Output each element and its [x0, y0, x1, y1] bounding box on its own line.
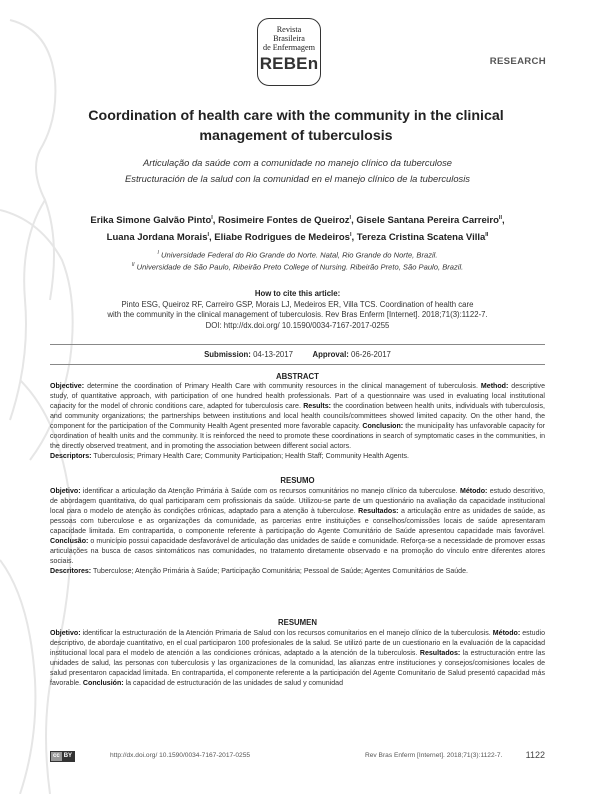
author-name: Rosimeire Fontes de Queiroz — [218, 215, 350, 227]
resumo-results-label: Resultados: — [358, 507, 399, 515]
section-label: RESEARCH — [489, 56, 546, 67]
author-affil-sup: I — [349, 215, 352, 221]
logo-brand: REBEn — [259, 53, 319, 73]
author-name: Luana Jordana Morais — [106, 232, 208, 244]
abstract-body — [50, 382, 545, 462]
resumo-descriptors-label: Descritores: — [50, 567, 92, 575]
cc-by-badge[interactable] — [50, 751, 75, 762]
cc-icon: cc — [53, 753, 60, 759]
submission-value: 04-13-2017 — [253, 350, 293, 359]
submission-label: Submission: — [204, 350, 251, 359]
page-number: 1122 — [525, 750, 545, 760]
author-name: Erika Simone Galvão Pinto — [90, 215, 212, 227]
affil-sup: II — [131, 262, 135, 268]
dates-line — [50, 350, 545, 359]
author-affil-sup: I — [211, 215, 213, 221]
affiliation-1 — [40, 250, 555, 260]
resumo-descriptors: Tuberculose; Atenção Primária à Saúde; Participação Comunitária; Pessoal de Saúde; Agentes Comunitários de Saúde. — [91, 567, 468, 575]
resumen-results: la estructuración entre las unidades de salud, las personas con tuberculosis y las organizaciones de la comunidad, las alianzas entre instituciones y consejos/comisiones locales de salud presentaron capacidad limitada. En contrapartida, el componente referente a la participación del Agente Comunitario de Salud presentó capacidad más favorable. — [50, 649, 545, 687]
divider — [50, 344, 545, 345]
affil-sup: I — [157, 250, 159, 256]
approval-value: 06-26-2017 — [351, 350, 391, 359]
title-line-2: management of tuberculosis — [199, 128, 393, 144]
resumo-conclusion-label: Conclusão: — [50, 537, 89, 545]
affiliation-2 — [40, 262, 555, 272]
resumen-conclusion-label: Conclusión: — [82, 679, 124, 687]
resumo-objective: identificar a articulação da Atenção Primária à Saúde com os recursos comunitários no manejo clínico da tuberculose. — [80, 488, 458, 495]
approval-label: Approval: — [312, 350, 349, 359]
logo-line-2: Brasileira — [273, 34, 305, 44]
author-affil-sup: II — [485, 232, 489, 239]
resumen-conclusion: la capacidad de estructuración de las unidades de salud y comunidad — [123, 679, 344, 687]
citation-block — [70, 289, 525, 331]
resumen-method-label: Método: — [492, 630, 521, 637]
abstract-conclusion-label: Conclusion: — [362, 422, 404, 430]
affil-text: Universidade Federal do Rio Grande do Norte. Natal, Rio Grande do Norte, Brazil. — [158, 250, 438, 260]
resumen-objective-label: Objetivo: — [50, 630, 81, 637]
resumo-method: estudo descritivo, de abordagem quantitativa, do qual participaram cem profissionais da saúde. Utilizou-se parte de um questionário na avaliação da capacidade institucional local para o modelo de atenção às condições crônicas, adaptado para a atenção à tuberculose. — [50, 488, 545, 515]
abstract-descriptors-label: Descriptors: — [50, 452, 92, 460]
resumo-body — [50, 487, 545, 577]
author-name: Eliabe Rodrigues de Medeiros — [214, 232, 350, 244]
title-spanish: Estructuración de la salud con la comunidad en el manejo clínico de la tuberculosis — [125, 173, 470, 184]
author-affil-sup: I — [349, 232, 352, 239]
resumo-heading: RESUMO — [280, 476, 315, 485]
affil-text: Universidade de São Paulo, Ribeirão Preto College of Nursing. Ribeirão Preto, São Paulo, Brazil. — [134, 262, 464, 272]
resumo-method-label: Método: — [459, 488, 488, 495]
resumo-conclusion: o município possui capacidade desfavorável de articulação das unidades de saúde e comunidade. Reforça-se a necessidade de promover essas articulações na busca de casos sintomáticos nas comunidades, no tratamento diretamente observado e na promoção do vínculo entre diferentes atores sociais. — [50, 537, 545, 565]
citation-heading: How to cite this article: — [254, 289, 341, 298]
resumen-body — [50, 629, 545, 689]
abstract-objective: determine the coordination of Primary Health Care with community resources in the clinical management of tuberculosis. — [84, 383, 478, 390]
abstract-results: the coordination between health units, individuals with tuberculosis, and community organizations; the partnerships between institutions and local health councils/committees showed limited capacity. On the other hand, the component for the participation of the Community Health Agent presented more favorable capacity. — [50, 402, 545, 430]
abstract-results-label: Results: — [303, 402, 331, 410]
abstract-conclusion: the municipality has unfavorable capacity for coordination of health units and the community. It is reinforced the need to promote these coordinations in search of symptomatic cases in the communities, in the directly observed treatment, and in promoting the association between different social actors. — [50, 422, 545, 450]
resumo-objective-label: Objetivo: — [50, 488, 81, 495]
author-affil-sup: I — [207, 232, 210, 239]
citation-line: with the community in the clinical management of tuberculosis. Rev Bras Enferm [Internet]. 2018;71(3):1122-7. — [107, 310, 488, 320]
citation-doi[interactable]: DOI: http://dx.doi.org/ 10.1590/0034-7167-2017-0255 — [205, 320, 390, 330]
divider — [50, 364, 545, 365]
resumen-results-label: Resultados: — [419, 649, 461, 657]
resumen-method: estudio descriptivo, de abordaje cuantitativo, en el cual participaron 100 profesionales de la salud. Se utilizó parte de un cuestionario en la evaluación de la capacidad institucional local para el modelo de atención a las condiciones crónicas, adaptado a la atención de la tuberculosis. — [50, 630, 545, 657]
journal-logo — [257, 18, 321, 86]
resumo-results: a articulação entre as unidades de saúde, as pessoas com tuberculose e as organizações da comunidade, as parcerias entre instituições e conselhos/comissões locais de saúde apresentaram capacidade limitada. Em contrapartida, o componente referente à participação do Agente Comunitário de Saúde apresentou capacidade mais favorável. — [50, 507, 545, 535]
title-line-1: Coordination of health care with the community in the clinical — [88, 108, 504, 124]
footer-doi-link[interactable]: http://dx.doi.org/ 10.1590/0034-7167-2017-0255 — [110, 752, 251, 759]
author-list: Erika Simone Galvão Pinto$^I$, Rosimeire Fontes de Queiroz$^I$, Gisele Santana Pereira Carreiro$^{II}$, Luana Jordana Morais$^I$, Eliabe Rodrigues de Medeiros$^I$, Tereza Cristina Scatena Villa$^{II}$ — [90, 215, 505, 244]
logo-line-3: de Enfermagem — [262, 43, 316, 53]
citation-line: Pinto ESG, Queiroz RF, Carreiro GSP, Morais LJ, Medeiros ER, Villa TCS. Coordination of health care — [121, 299, 474, 309]
title-portuguese: Articulação da saúde com a comunidade no manejo clínico da tuberculose — [142, 157, 453, 168]
by-icon: BY — [63, 753, 73, 759]
resumen-objective: identificar la estructuración de la Atención Primaria de Salud con los recursos comunitarios en el manejo clínico de la tuberculosis. — [80, 630, 491, 637]
footer-journal-ref: Rev Bras Enferm [Internet]. 2018;71(3):1122-7. — [365, 752, 503, 759]
article-title — [66, 106, 526, 146]
resumen-heading: RESUMEN — [278, 618, 317, 627]
abstract-method: descriptive study, of quantitative approach, with participation of one hundred health professionals. Part of a questionnaire was used in evaluating local institutional capacity for the model of chronic conditions care, adapted for tuberculosis care. — [50, 383, 545, 410]
author-name: Gisele Santana Pereira Carreiro — [356, 215, 499, 227]
author-name: Tereza Cristina Scatena Villa — [356, 232, 486, 244]
abstract-heading: ABSTRACT — [276, 372, 319, 381]
abstract-method-label: Method: — [480, 383, 509, 390]
logo-line-1: Revista — [276, 25, 302, 34]
abstract-objective-label: Objective: — [50, 383, 85, 390]
author-affil-sup: II — [498, 215, 502, 221]
abstract-descriptors: Tuberculosis; Primary Health Care; Community Participation; Health Staff; Community Health Agents. — [91, 452, 410, 460]
